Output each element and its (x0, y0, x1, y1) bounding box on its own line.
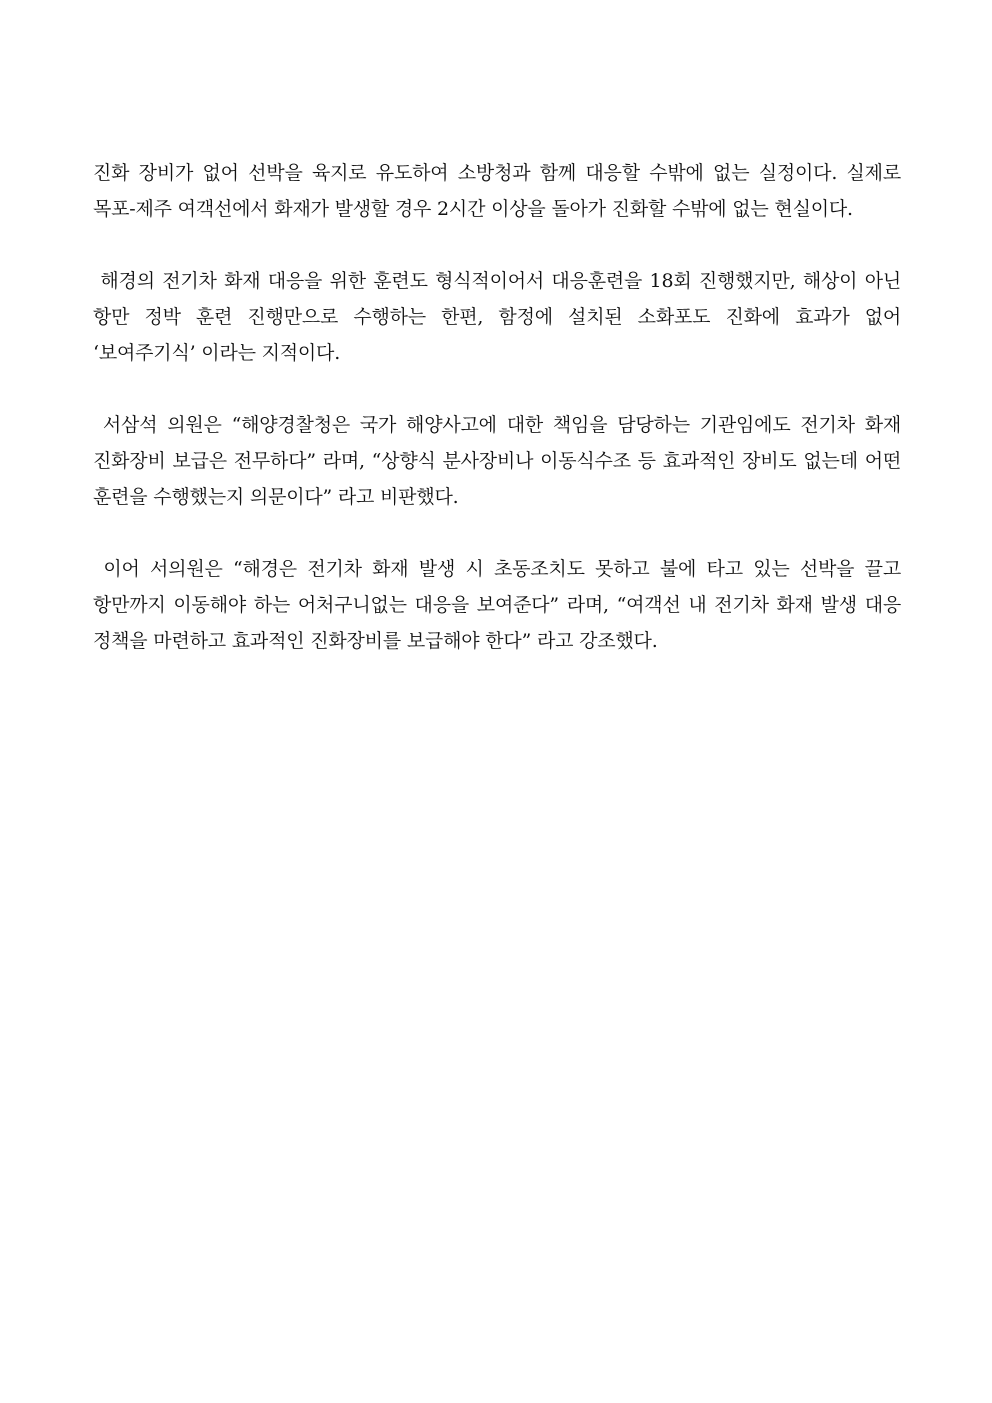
paragraph-1: 진화 장비가 없어 선박을 육지로 유도하여 소방청과 함께 대응할 수밖에 없는 실정이다. 실제로 목포-제주 여객선에서 화재가 발생할 경우 2시간 이상을 돌아가 진화할 수밖에 없는 현실이다. (93, 162, 907, 220)
document-body (93, 155, 907, 695)
paragraph-4: 이어 서의원은 “해경은 전기차 화재 발생 시 초동조치도 못하고 불에 타고 있는 선박을 끌고 항만까지 이동해야 하는 어처구니없는 대응을 보여준다” 라며, “여객선 내 전기차 화재 발생 대응 정책을 마련하고 효과적인 진화장비를 보급해야 한다” 라고 강조했다. (93, 558, 907, 652)
paragraph-3: 서삼석 의원은 “해양경찰청은 국가 해양사고에 대한 책임을 담당하는 기관임에도 전기차 화재 진화장비 보급은 전무하다” 라며, “상향식 분사장비나 이동식수조 등 효과적인 장비도 없는데 어떤 훈련을 수행했는지 의문이다” 라고 비판했다. (93, 414, 907, 508)
paragraph-2: 해경의 전기차 화재 대응을 위한 훈련도 형식적이어서 대응훈련을 18회 진행했지만, 해상이 아닌 항만 정박 훈련 진행만으로 수행하는 한편, 함정에 설치된 소화포도 진화에 효과가 없어 ‘보여주기식’ 이라는 지적이다. (93, 270, 907, 364)
